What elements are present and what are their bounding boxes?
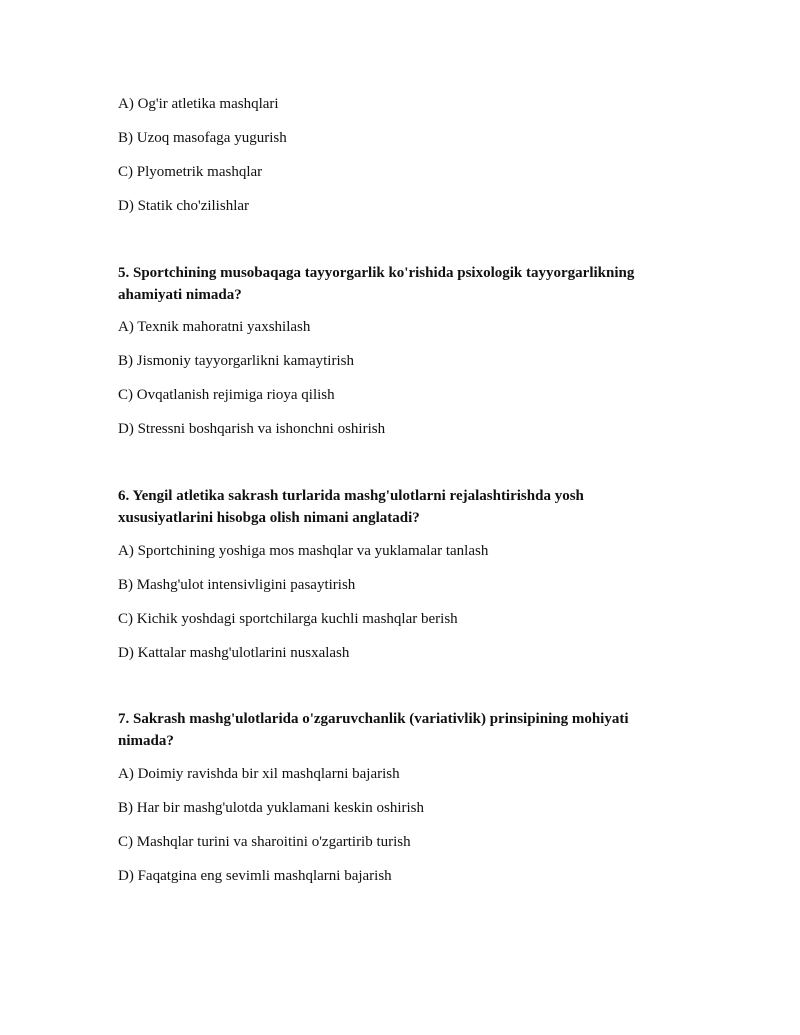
answer-option: A) Texnik mahoratni yaxshilash <box>118 319 311 335</box>
answer-option: C) Ovqatlanish rejimiga rioya qilish <box>118 387 335 403</box>
answer-option: B) Har bir mashg'ulotda yuklamani keskin oshirish <box>118 800 424 816</box>
answer-option: B) Mashg'ulot intensivligini pasaytirish <box>118 577 356 593</box>
answer-option: A) Doimiy ravishda bir xil mashqlarni bajarish <box>118 766 400 782</box>
answer-option: A) Sportchining yoshiga mos mashqlar va yuklamalar tanlash <box>118 543 489 559</box>
question-title: 7. Sakrash mashg'ulotlarida o'zgaruvchanlik (variativlik) prinsipining mohiyati nimada? <box>118 711 629 749</box>
answer-option: C) Mashqlar turini va sharoitini o'zgartirib turish <box>118 834 411 850</box>
answer-option: D) Kattalar mashg'ulotlarini nusxalash <box>118 645 350 661</box>
answer-option: D) Stressni boshqarish va ishonchni oshirish <box>118 421 386 437</box>
answer-option: D) Faqatgina eng sevimli mashqlarni bajarish <box>118 868 392 884</box>
answer-option: D) Statik cho'zilishlar <box>118 198 250 214</box>
answer-option: B) Jismoniy tayyorgarlikni kamaytirish <box>118 353 354 369</box>
answer-option: A) Og'ir atletika mashqlari <box>118 96 279 112</box>
question-title: 6. Yengil atletika sakrash turlarida mashg'ulotlarni rejalashtirishda yosh xususiyatlarini hisobga olish nimani anglatadi? <box>118 488 584 526</box>
answer-option: C) Plyometrik mashqlar <box>118 164 263 180</box>
answer-option: C) Kichik yoshdagi sportchilarga kuchli mashqlar berish <box>118 611 458 627</box>
answer-option: B) Uzoq masofaga yugurish <box>118 130 287 146</box>
question-title: 5. Sportchining musobaqaga tayyorgarlik ko'rishida psixologik tayyorgarlikning ahamiyati nimada? <box>118 265 635 303</box>
